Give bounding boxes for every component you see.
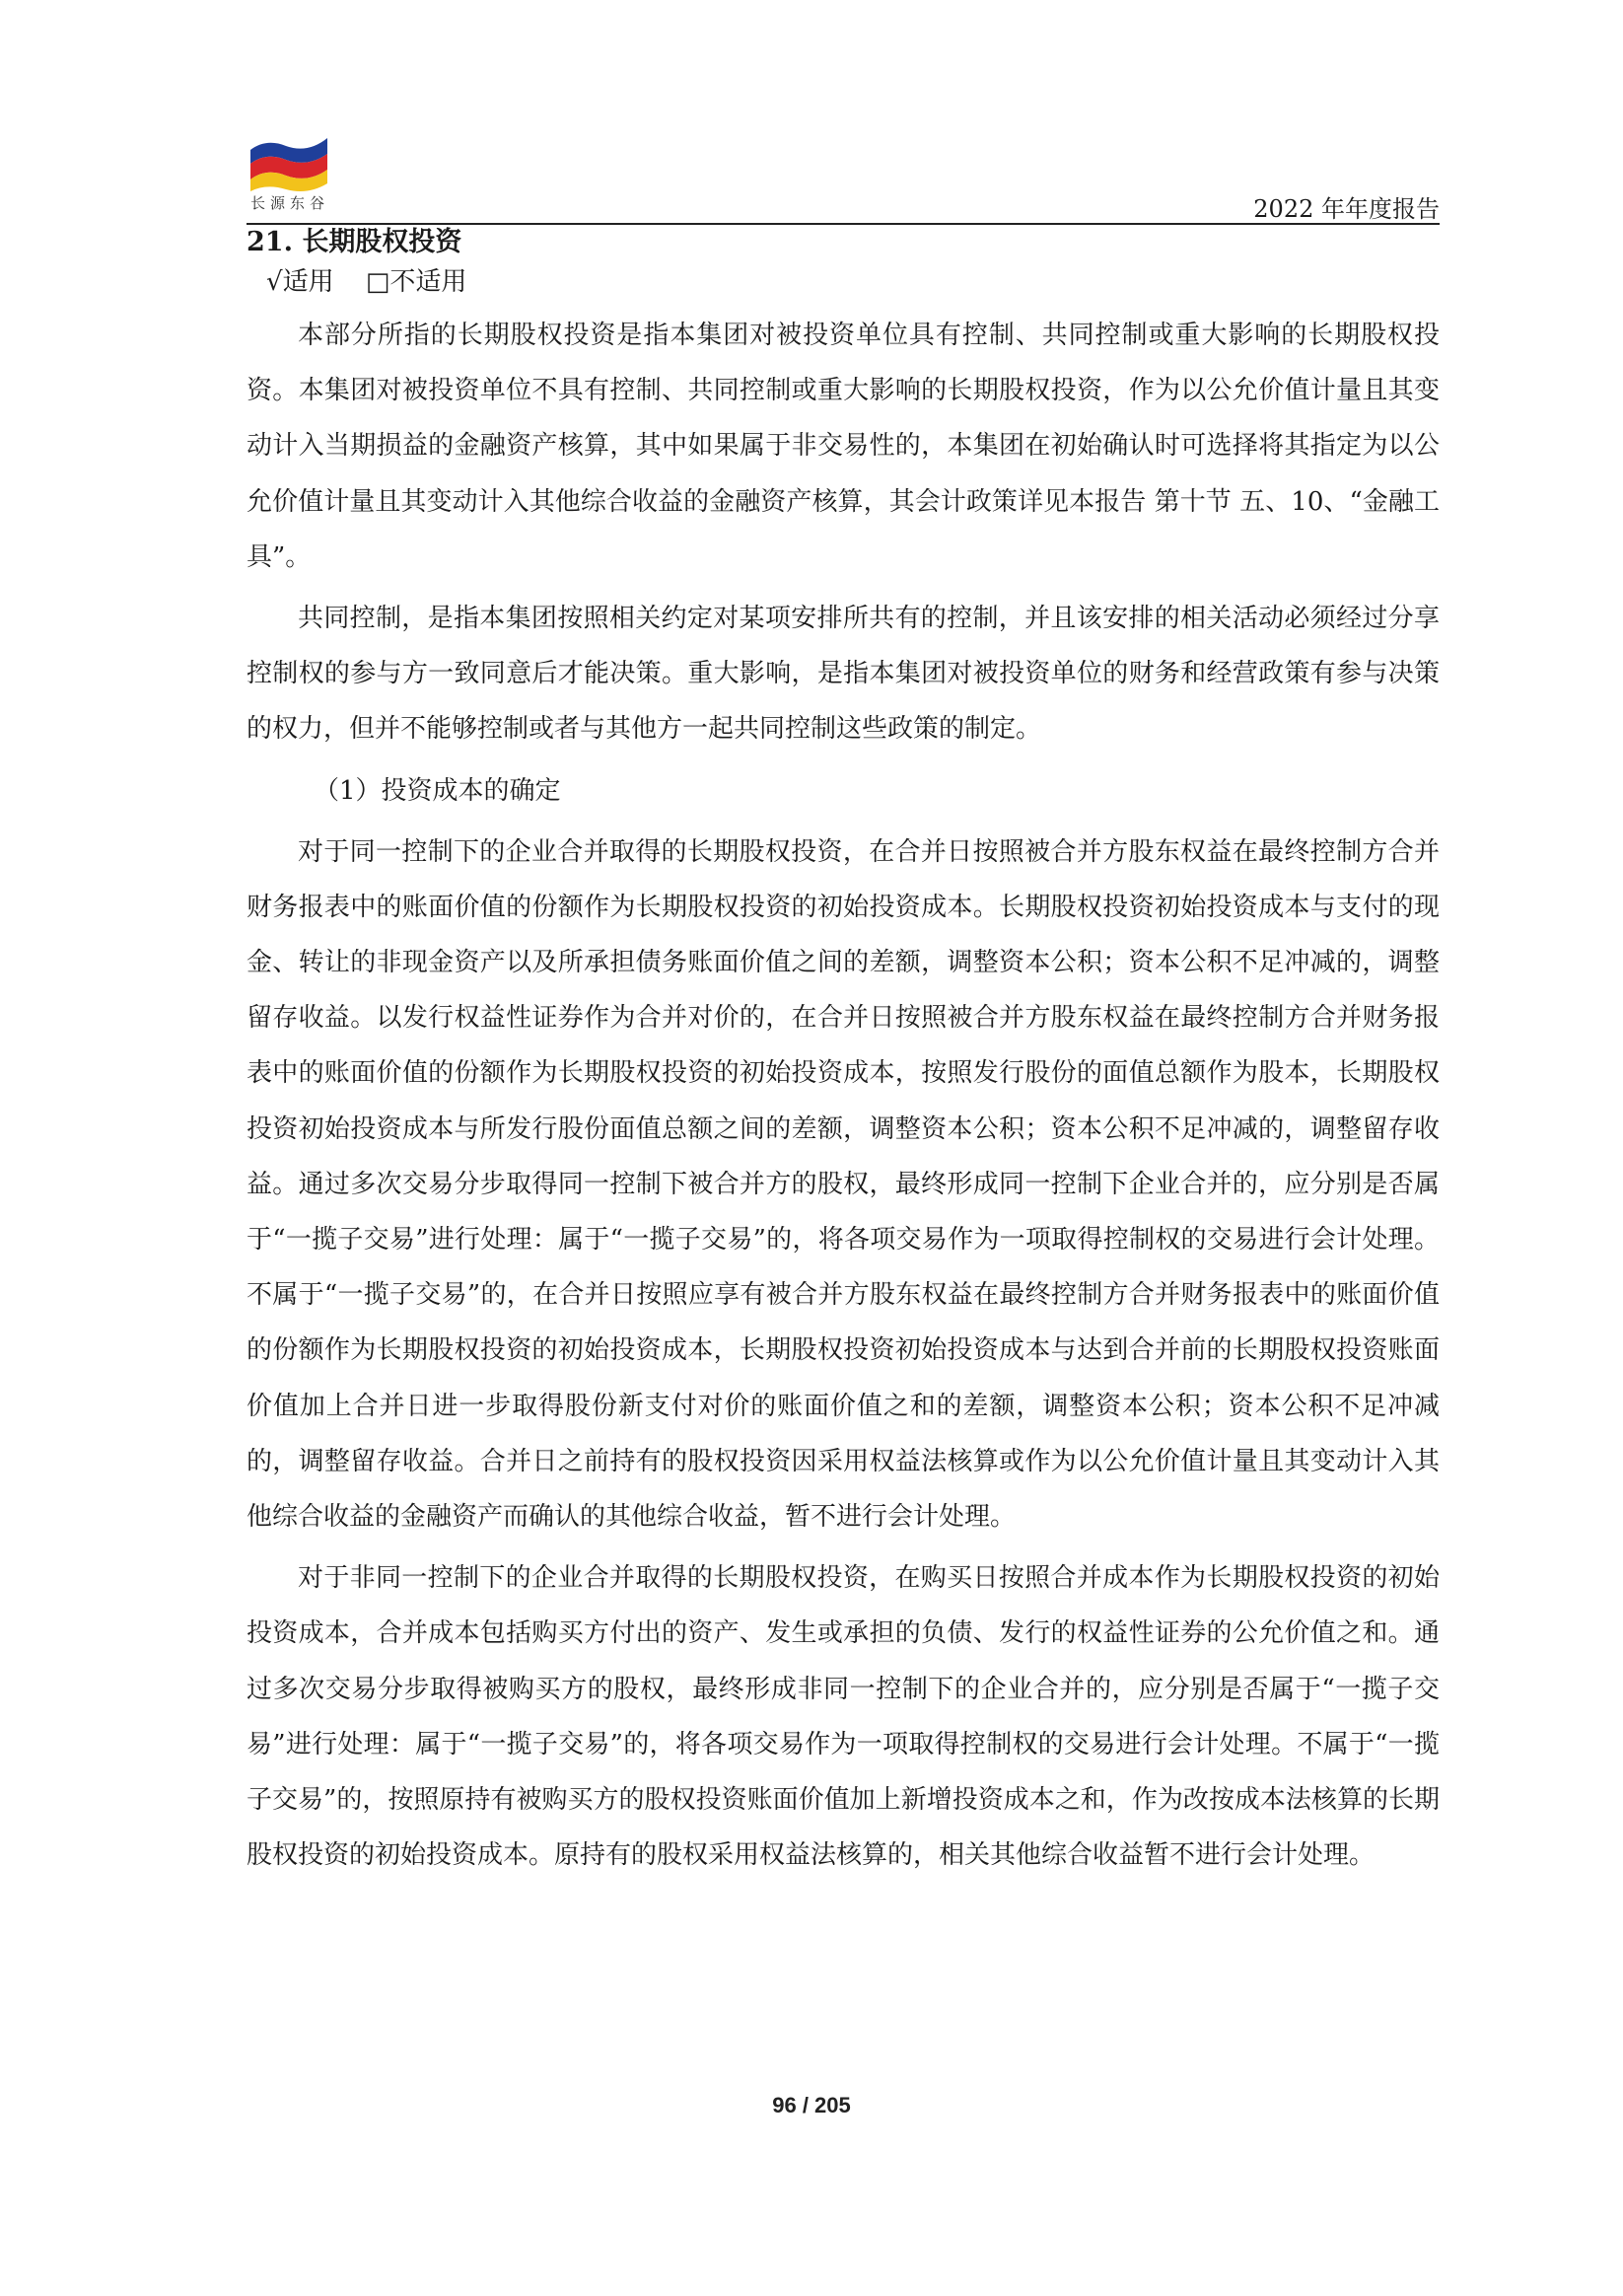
page-header (247, 128, 1440, 227)
applicable-checkbox-label: √适用 (266, 267, 334, 297)
report-title: 2022 年年度报告 (1253, 195, 1440, 223)
paragraph-non-same-control-merger: 对于非同一控制下的企业合并取得的长期股权投资，在购买日按照合并成本作为长期股权投资的初始投资成本，合并成本包括购买方付出的资产、发生或承担的负债、发行的权益性证券的公允价值之和。通过多次交易分步取得被购买方的股权，最终形成非同一控制下的企业合并的，应分别是否属于“一揽子交易”进行处理：属于“一揽子交易”的，将各项交易作为一项取得控制权的交易进行会计处理。不属于“一揽子交易”的，按照原持有被购买方的股权投资账面价值加上新增投资成本之和，作为改按成本法核算的长期股权投资的初始投资成本。原持有的股权采用权益法核算的，相关其他综合收益暂不进行会计处理。 (247, 1563, 1440, 1871)
applicability-row (266, 262, 1440, 302)
subheading-investment-cost: （1）投资成本的确定 (314, 775, 561, 806)
paragraph-same-control-merger: 对于同一控制下的企业合并取得的长期股权投资，在合并日按照被合并方股东权益在最终控制方合并财务报表中的账面价值的份额作为长期股权投资的初始投资成本。长期股权投资初始投资成本与支付的现金、转让的非现金资产以及所承担债务账面价值之间的差额，调整资本公积；资本公积不足冲减的，调整留存收益。以发行权益性证券作为合并对价的，在合并日按照被合并方股东权益在最终控制方合并财务报表中的账面价值的份额作为长期股权投资的初始投资成本，按照发行股份的面值总额作为股本，长期股权投资初始投资成本与所发行股份面值总额之间的差额，调整资本公积；资本公积不足冲减的，调整留存收益。通过多次交易分步取得同一控制下被合并方的股权，最终形成同一控制下企业合并的，应分别是否属于“一揽子交易”进行处理：属于“一揽子交易”的，将各项交易作为一项取得控制权的交易进行会计处理。不属于“一揽子交易”的，在合并日按照应享有被合并方股东权益在最终控制方合并财务报表中的账面价值的份额作为长期股权投资的初始投资成本，长期股权投资初始投资成本与达到合并前的长期股权投资账面价值加上合并日进一步取得股份新支付对价的账面价值之和的差额，调整资本公积；资本公积不足冲减的，调整留存收益。合并日之前持有的股权投资因采用权益法核算或作为以公允价值计量且其变动计入其他综合收益的金融资产而确认的其他综合收益，暂不进行会计处理。 (247, 836, 1440, 1533)
logo-text: 长源东谷 (250, 194, 330, 212)
paragraph-definition: 本部分所指的长期股权投资是指本集团对被投资单位具有控制、共同控制或重大影响的长期股权投资。本集团对被投资单位不具有控制、共同控制或重大影响的长期股权投资，作为以公允价值计量且其变动计入当期损益的金融资产核算，其中如果属于非交易性的，本集团在初始确认时可选择将其指定为以公允价值计量且其变动计入其他综合收益的金融资产核算，其会计政策详见本报告 第十节 五、10、“金融工具”。 (247, 321, 1440, 572)
section-heading: 21. 长期股权投资 (247, 227, 462, 257)
not-applicable-checkbox-label: □不适用 (365, 267, 467, 297)
paragraph-joint-control: 共同控制，是指本集团按照相关约定对某项安排所共有的控制，并且该安排的相关活动必须经过分享控制权的参与方一致同意后才能决策。重大影响，是指本集团对被投资单位的财务和经营政策有参与决策的权力，但并不能够控制或者与其他方一起共同控制这些政策的制定。 (247, 604, 1440, 745)
document-body (247, 223, 1440, 1889)
page-number: 96 / 205 (772, 2093, 851, 2117)
